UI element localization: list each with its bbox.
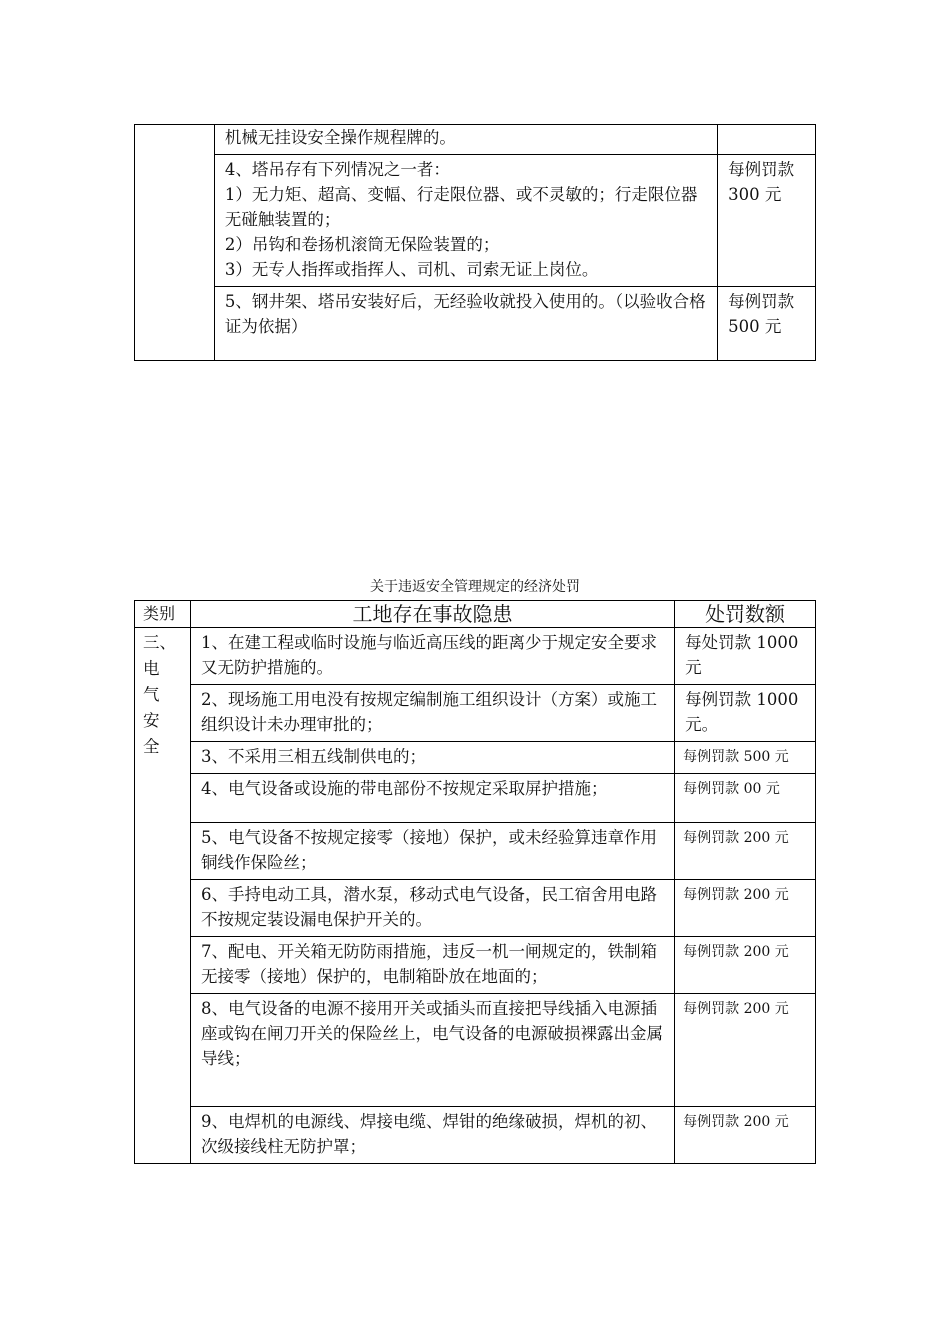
penalty-cell (675, 742, 816, 774)
hazard-text: 机械无挂设安全操作规程牌的。 (224, 128, 456, 147)
penalty-cell (718, 125, 816, 155)
penalty-cell (675, 628, 816, 685)
penalty-text: 每例罚款 (728, 292, 795, 311)
hazard-text: 3）无专人指挥或指挥人、司机、司索无证上岗位。 (224, 260, 599, 279)
category-cell-empty (135, 125, 215, 361)
penalty-text: 300 元 (728, 185, 782, 204)
hazard-text: 1）无力矩、超高、变幅、行走限位器、或不灵敏的；行走限位器无碰触装置的； (224, 185, 698, 229)
penalty-cell (675, 937, 816, 994)
header-hazard: 工地存在事故隐患 (190, 601, 674, 628)
hazard-text: 5、电气设备不按规定接零（接地）保护，或未经验算违章作用铜线作保险丝； (200, 828, 657, 872)
penalty-cell (675, 994, 816, 1107)
hazard-cell (190, 774, 674, 823)
hazard-text: 3、不采用三相五线制供电的； (200, 747, 426, 766)
penalty-text: 每例罚款 200 元 (683, 944, 789, 960)
penalty-text: 每例罚款 (728, 160, 795, 179)
hazard-text: 4、塔吊存有下列情况之一者： (224, 160, 450, 179)
hazard-text: 7、配电、开关箱无防防雨措施，违反一机一闸规定的，铁制箱无接零（接地）保护的，电制箱卧放在地面的； (200, 942, 657, 986)
category-char: 三、 (143, 633, 176, 652)
penalty-text: 每例罚款 500 元 (683, 749, 789, 765)
penalty-cell (718, 155, 816, 287)
hazard-text: 5、钢井架、塔吊安装好后，无经验收就投入使用的。（以验收合格证为依据） (224, 292, 706, 336)
hazard-cell (190, 880, 674, 937)
category-char: 安 (143, 711, 160, 730)
hazard-cell (190, 685, 674, 742)
header-penalty: 处罚数额 (675, 601, 816, 628)
penalty-text: 每例罚款 00 元 (683, 781, 780, 797)
electrical-safety-penalty-table (134, 600, 816, 1164)
hazard-cell (190, 994, 674, 1107)
penalty-cell (675, 1107, 816, 1164)
penalty-cell (675, 774, 816, 823)
hazard-text: 2、现场施工用电没有按规定编制施工组织设计（方案）或施工组织设计未办理审批的； (200, 690, 657, 734)
penalty-text: 每例罚款 200 元 (683, 830, 789, 846)
hazard-cell (190, 628, 674, 685)
penalty-cell (675, 823, 816, 880)
hazard-text: 2）吊钩和卷扬机滚筒无保险装置的； (224, 235, 500, 254)
table-title: 关于违返安全管理规定的经济处罚 (370, 579, 580, 595)
hazard-text: 1、在建工程或临时设施与临近高压线的距离少于规定安全要求又无防护措施的。 (200, 633, 657, 677)
hazard-cell (190, 742, 674, 774)
penalty-text: 每处罚款 1000 元 (685, 633, 799, 677)
penalty-text: 每例罚款 200 元 (683, 887, 789, 903)
penalty-cell (675, 880, 816, 937)
header-category: 类别 (135, 601, 191, 628)
category-char: 气 (143, 685, 160, 704)
hazard-cell (214, 125, 717, 155)
category-cell (135, 628, 191, 1164)
category-char: 全 (143, 737, 160, 756)
penalty-cell (718, 287, 816, 361)
penalty-cell (675, 685, 816, 742)
hazard-text: 9、电焊机的电源线、焊接电缆、焊钳的绝缘破损，焊机的初、次级接线柱无防护罩； (200, 1112, 657, 1156)
hazard-cell (190, 1107, 674, 1164)
hazard-text: 8、电气设备的电源不接用开关或插头而直接把导线插入电源插座或钩在闸刀开关的保险丝上，电气设备的电源破损裸露出金属导线； (200, 999, 663, 1068)
hazard-text: 4、电气设备或设施的带电部份不按规定采取屏护措施； (200, 779, 608, 798)
penalty-text: 500 元 (728, 317, 782, 336)
hazard-cell (214, 155, 717, 287)
penalty-text: 每例罚款 200 元 (683, 1114, 789, 1130)
category-char: 电 (143, 659, 160, 678)
hazard-cell (190, 937, 674, 994)
hazard-cell (214, 287, 717, 361)
penalty-text: 每例罚款 1000 元。 (685, 690, 799, 734)
hazard-text: 6、手持电动工具，潜水泵，移动式电气设备，民工宿舍用电路不按规定装设漏电保护开关的。 (200, 885, 657, 929)
penalty-table-continued (134, 124, 816, 361)
hazard-cell (190, 823, 674, 880)
penalty-text: 每例罚款 200 元 (683, 1001, 789, 1017)
